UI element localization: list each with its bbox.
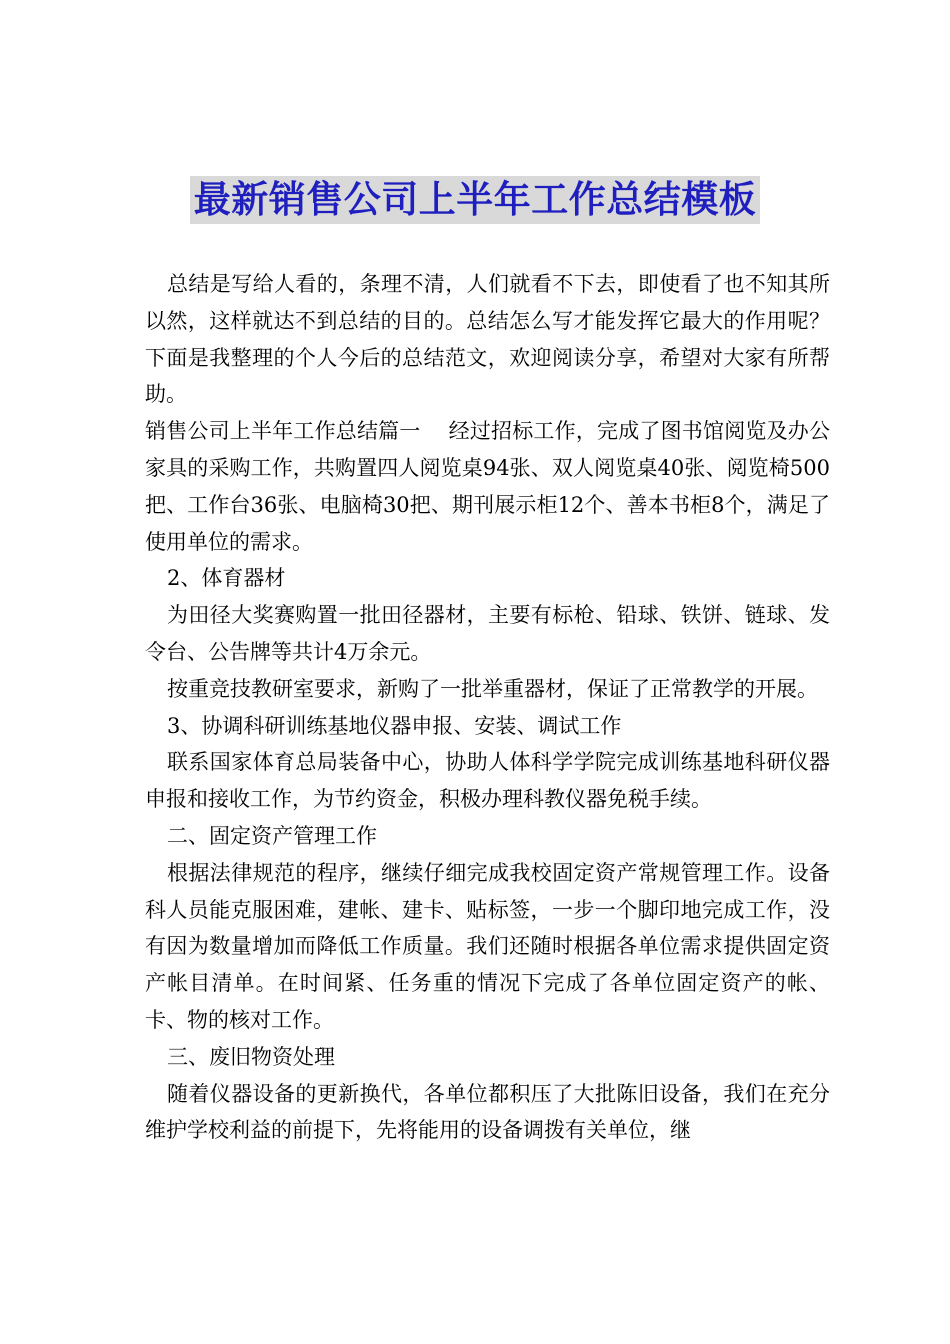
paragraph: 随着仪器设备的更新换代，各单位都积压了大批陈旧设备，我们在充分维护学校利益的前提下，先将能用的设备调拨有关单位，继: [145, 1081, 830, 1143]
section-heading: 三、废旧物资处理: [167, 1044, 335, 1069]
paragraph-purchase: 销售公司上半年工作总结篇一 经过招标工作，完成了图书馆阅览及办公家具的采购工作，共购置四人阅览桌94张、双人阅览桌40张、阅览椅500把、工作台36张、电脑椅30把、期刊展示柜12个、善本书柜8个，满足了使用单位的需求。: [145, 419, 830, 554]
paragraph: 为田径大奖赛购置一批田径器材，主要有标枪、铅球、铁饼、链球、发令台、公告牌等共计4万余元。: [145, 603, 830, 664]
paragraph: 按重竞技教研室要求，新购了一批举重器材，保证了正常教学的开展。: [167, 676, 818, 701]
section-heading: 二、固定资产管理工作: [167, 823, 377, 848]
title-container: [0, 176, 950, 224]
paragraph: 根据法律规范的程序，继续仔细完成我校固定资产常规管理工作。设备科人员能克服困难，建帐、建卡、贴标签，一步一个脚印地完成工作，没有因为数量增加而降低工作质量。我们还随时根据各单位需求提供固定资产帐目清单。在时间紧、任务重的情况下完成了各单位固定资产的帐、卡、物的核对工作。: [145, 860, 830, 1032]
section-heading: 2、体育器材: [167, 566, 286, 591]
document-body: [145, 266, 830, 1149]
section-heading: 3、协调科研训练基地仪器申报、安装、调试工作: [167, 713, 622, 738]
intro-paragraph: 总结是写给人看的，条理不清，人们就看不下去，即使看了也不知其所以然，这样就达不到总结的目的。总结怎么写才能发挥它最大的作用呢？下面是我整理的个人今后的总结范文，欢迎阅读分享，希望对大家有所帮助。: [145, 272, 830, 407]
document-title: 最新销售公司上半年工作总结模板: [190, 176, 761, 224]
paragraph: 联系国家体育总局装备中心，协助人体科学学院完成训练基地科研仪器申报和接收工作，为节约资金，积极办理科教仪器免税手续。: [145, 750, 830, 812]
